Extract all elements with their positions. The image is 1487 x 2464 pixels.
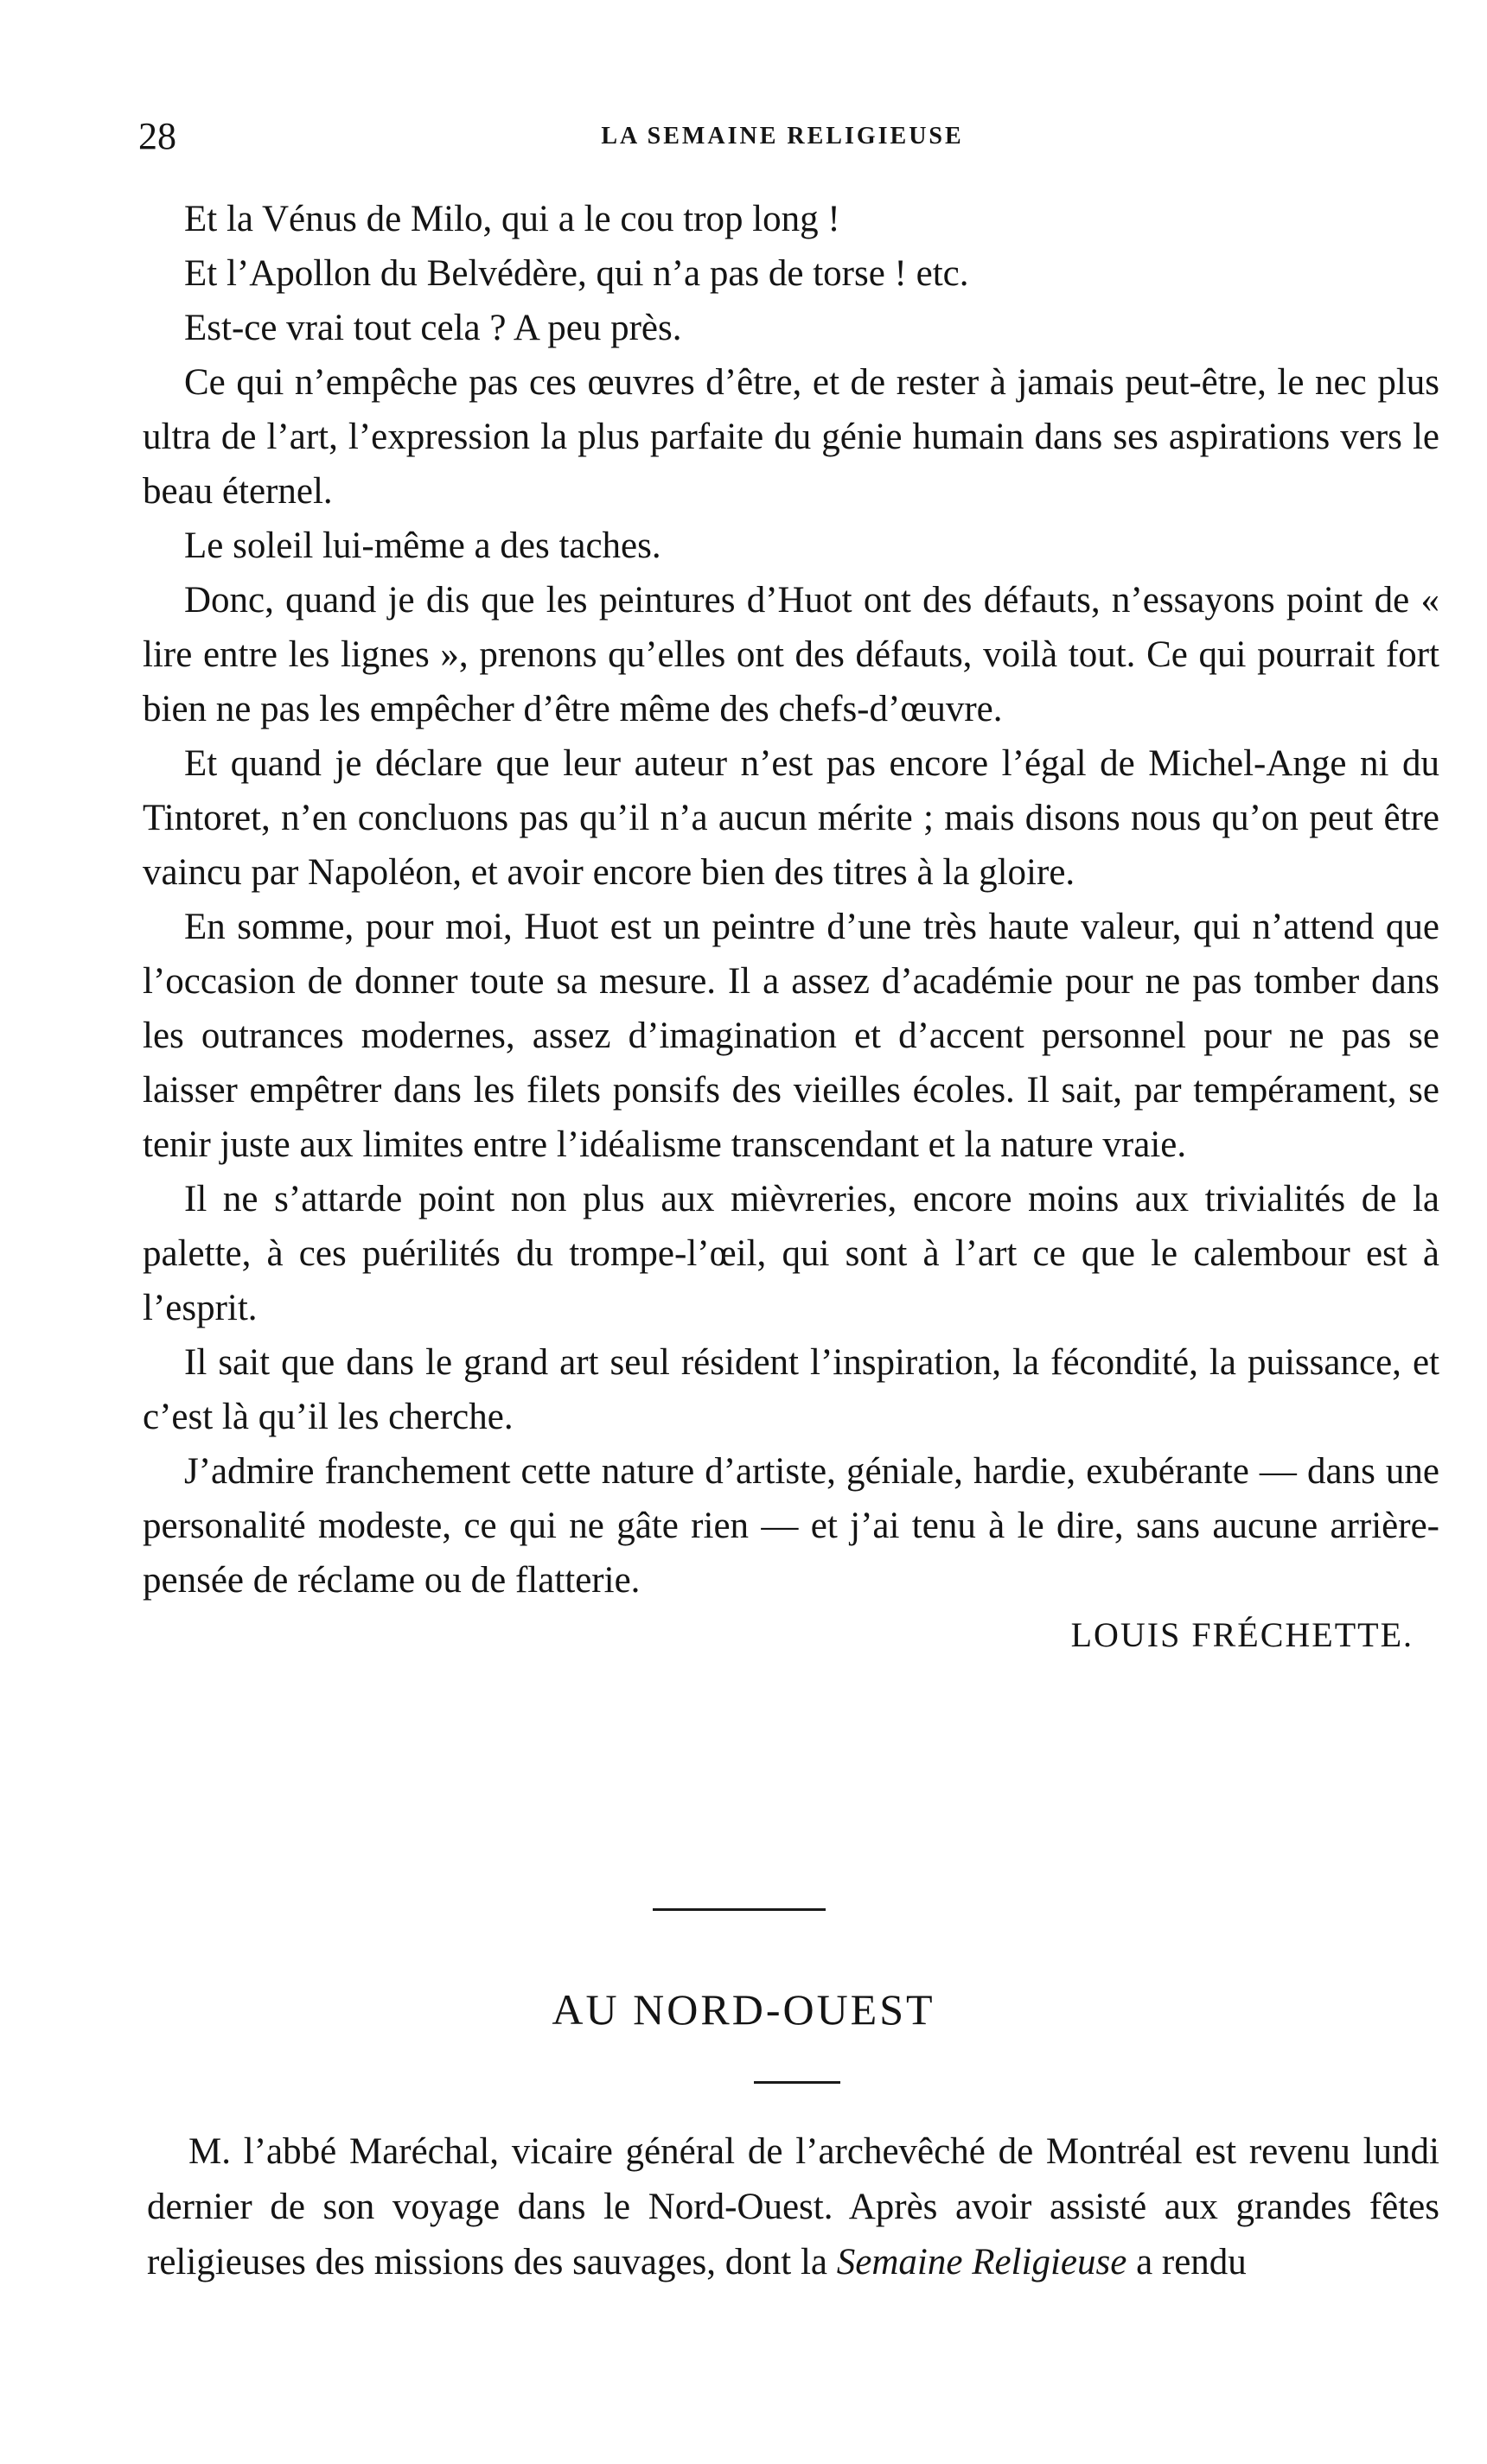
paragraph: Et l’Apollon du Belvédère, qui n’a pas de torse ! etc.: [184, 253, 969, 294]
paragraph: Ce qui n’empêche pas ces œuvres d’être, et de rester à jamais peut-être, le nec plus ultra de l’art, l’expression la plus parfaite du génie humain dans ses aspirations vers le beau éternel.: [143, 362, 1439, 512]
paragraph: Le soleil lui-même a des taches.: [184, 525, 661, 566]
paragraph-text: a rendu: [1126, 2242, 1247, 2283]
section-title: AU NORD-OUEST: [552, 1985, 935, 2034]
title-underline: [754, 2081, 840, 2084]
page-number: 28: [138, 115, 176, 157]
paragraph: Et quand je déclare que leur auteur n’est pas encore l’égal de Michel-Ange ni du Tintoret, n’en concluons pas qu’il n’a aucun mérite ; mais disons nous qu’on peut être vaincu par Napoléon, et avoir encore bien des titres à la gloire.: [143, 743, 1439, 893]
paragraph-text: M. l’abbé Maréchal, vicaire général de l’archevêché de Montréal est revenu lundi dernier de son voyage dans le Nord-Ouest. Après avoir assisté aux grandes fêtes religieuses des missions des sauvages, dont la: [147, 2131, 1439, 2283]
paragraph: Donc, quand je dis que les peintures d’Huot ont des défauts, n’essayons point de « lire entre les lignes », prenons qu’elles ont des défauts, voilà tout. Ce qui pourrait fort bien ne pas les empêcher d’être même des chefs-d’œuvre.: [143, 580, 1439, 729]
page-header: [138, 111, 1426, 162]
article-body: [143, 192, 1439, 1661]
paragraph: Il ne s’attarde point non plus aux mièvreries, encore moins aux trivialités de la palette, à ces puérilités du trompe-l’œil, qui sont à l’art ce que le calembour est à l’esprit.: [143, 1179, 1439, 1328]
paragraph: En somme, pour moi, Huot est un peintre d’une très haute valeur, qui n’attend que l’occasion de donner toute sa mesure. Il a assez d’académie pour ne pas tomber dans les outrances modernes, assez d’imagination et d’accent personnel pour ne pas se laisser empêtrer dans les filets ponsifs des vieilles écoles. Il sait, par tempérament, se tenir juste aux limites entre l’idéalisme transcendant et la nature vraie.: [143, 907, 1439, 1165]
paragraph: Est-ce vrai tout cela ? A peu près.: [184, 308, 682, 348]
running-title: LA SEMAINE RELIGIEUSE: [601, 123, 964, 150]
paragraph: Et la Vénus de Milo, qui a le cou trop long !: [184, 199, 840, 239]
paragraph: [147, 2124, 1439, 2290]
author-signature: LOUIS FRÉCHETTE.: [1070, 1615, 1414, 1654]
article-body-2: [147, 2124, 1439, 2290]
publication-title: Semaine Religieuse: [836, 2242, 1127, 2283]
paragraph: Il sait que dans le grand art seul résident l’inspiration, la fécondité, la puissance, et c’est là qu’il les cherche.: [143, 1342, 1439, 1437]
paragraph: J’admire franchement cette nature d’artiste, géniale, hardie, exubérante — dans une personalité modeste, ce qui ne gâte rien — et j’ai tenu à le dire, sans aucune arrière-pensée de réclame ou de flatterie.: [143, 1451, 1439, 1601]
section-divider: [653, 1908, 826, 1911]
